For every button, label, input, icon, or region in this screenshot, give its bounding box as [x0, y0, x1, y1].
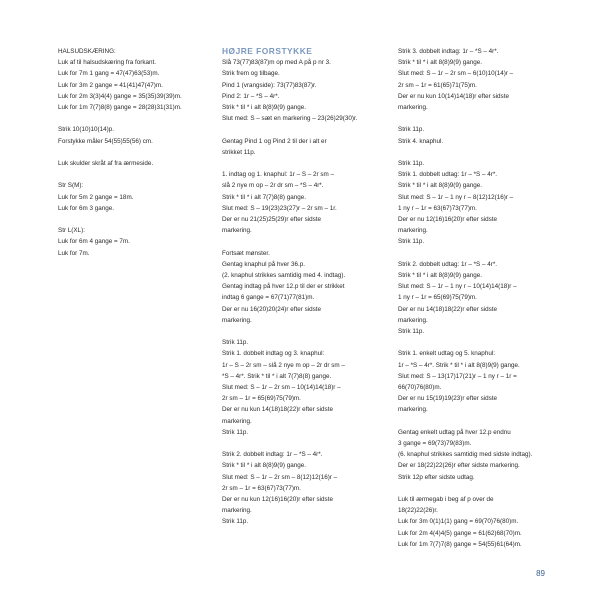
text-line: Strik 1. enkelt udtag og 5. knaphul: [398, 350, 495, 358]
text-line: Slut med: S – 1r – 1 ny r – 10(14)14(18)r – [398, 283, 517, 291]
column-3 [398, 46, 558, 561]
text-line: HALSUDSKÆRING: [58, 48, 116, 55]
text-line: Slut med: S – 1r – 2r sm – 10(14)14(18)r – [222, 384, 341, 392]
text-line: markering. [222, 417, 252, 425]
text-line: Strik 11p. [398, 328, 425, 336]
text-line: 1. indtag og 1. knaphul: 1r – S – 2r sm – [222, 171, 335, 179]
text-line: Der er nu kun 14(18)18(22)r efter sidste [222, 406, 333, 414]
text-line: 1r – *S – 4r*. Strik * til * i alt 8(8)9(9) gange. [398, 361, 520, 369]
text-line: markering. [222, 227, 252, 235]
text-line: markering. [398, 406, 428, 414]
page-number: 89 [536, 569, 545, 578]
instruction-paragraph [58, 225, 208, 259]
text-line: Strik 10(10)10(14)p. [58, 126, 114, 134]
section-heading: HØJRE FORSTYKKE [222, 46, 313, 56]
text-line: Strik 2. dobbelt udtag: 1r – *S – 4r*. [398, 260, 498, 268]
text-line: Strik 11p. [398, 160, 425, 167]
instruction-paragraph [222, 136, 380, 158]
text-line: 1 ny r – 1r = 65(69)75(79)m. [398, 294, 477, 302]
text-line: Strik 4. knaphul. [398, 137, 444, 145]
instruction-paragraph [398, 158, 558, 248]
text-line: Slut med: S – 1r – 1 ny r – 8(12)12(16)r – [398, 193, 514, 201]
text-line: Gentag Pind 1 og Pind 2 til der i alt er [222, 137, 327, 145]
text-line: 18(22)22(26)r. [398, 507, 438, 515]
text-line: Strik * til * i alt 8(8)9(9) gange. [222, 462, 306, 470]
text-line: Slut med: S – sæt en markering – 23(26)29(30)r. [222, 115, 358, 123]
text-line: Luk for 5m 2 gange = 18m. [58, 193, 134, 201]
instruction-paragraph [398, 348, 558, 415]
text-line: Der er nu kun 12(16)16(20)r efter sidste [222, 496, 333, 504]
text-line: markering. [398, 316, 428, 324]
text-line: 3 gange = 69(73)79(83)m. [398, 440, 472, 448]
instruction-paragraph [58, 124, 208, 146]
text-line: markering. [222, 316, 252, 324]
text-line: Strik 11p. [222, 428, 249, 436]
text-line: Strik 2. dobbelt indtag: 1r – *S – 4r*. [222, 451, 323, 459]
text-line: Pind 2: 1r – *S – 4r*. [222, 92, 280, 100]
text-line: markering. [398, 104, 428, 112]
instruction-paragraph [58, 46, 208, 113]
text-line: 1r – S – 2r sm – slå 2 nye m op – 2r dr sm – [222, 361, 345, 369]
text-line: (6. knaphul strikkes samtidig med sidste indtag). [398, 451, 533, 459]
text-line: Str L(XL): [58, 227, 85, 235]
text-line: 2r sm – 1r = 61(65)71(75)m. [398, 81, 477, 89]
text-line: Der er nu 21(25)25(29)r efter sidste [222, 216, 322, 224]
text-line: Gentag knaphul på hver 36.p. [222, 260, 305, 268]
text-line: Luk for 1m 7(7)8(8) gange = 28(28)31(31)m. [58, 104, 182, 112]
text-line: markering. [398, 227, 428, 235]
instruction-paragraph [222, 169, 380, 236]
instruction-paragraph [398, 124, 558, 146]
text-line: Luk skulder skråt af fra ærmeside. [58, 160, 154, 167]
instruction-paragraph [398, 46, 558, 113]
text-line: Strik 11p. [222, 339, 249, 347]
text-line: Gentag indtag på hver 12.p til der er strikket [222, 283, 345, 291]
text-line: Luk for 7m. [58, 249, 90, 257]
text-line: Strik * til * i alt 8(8)9(9) gange. [398, 59, 482, 67]
instruction-paragraph [398, 427, 558, 483]
text-line: Slut med: S – 13(17)17(21)r – 1 ny r – 1r = [398, 372, 517, 380]
instruction-paragraph [398, 494, 558, 550]
text-line: Der er nu 14(18)18(22)r efter sidste [398, 305, 498, 313]
instruction-paragraph [222, 337, 380, 438]
instruction-paragraph [222, 449, 380, 527]
text-line: Str S(M): [58, 182, 84, 190]
text-line: Strik 3. dobbelt indtag: 1r – *S – 4r*. [398, 48, 499, 55]
text-line: indtag 6 gange = 67(71)77(81)m. [222, 294, 315, 302]
instruction-paragraph [222, 248, 380, 326]
text-line: Slut med: S – 1r – 2r sm – 8(12)12(16)r – [222, 473, 338, 481]
text-line: Der er nu 12(16)16(20)r efter sidste [398, 216, 498, 224]
text-line: Luk for 2m 3(3)4(4) gange = 35(35)39(39)m. [58, 92, 182, 100]
text-line: Strik 1. dobbelt indtag og 3. knaphul: [222, 350, 325, 358]
text-line: Luk for 1m 7(7)7(8) gange = 54(55)61(64)m. [398, 540, 522, 548]
text-line: 66(70)76(80)m. [398, 384, 442, 392]
text-line: Pind 1 (vrangside): 73(77)83(87)r. [222, 81, 317, 89]
text-line: Strik * til * i alt 8(8)9(9) gange. [222, 104, 306, 112]
text-line: markering. [222, 507, 252, 515]
text-line: Forstykke måler 54(55)55(56) cm. [58, 137, 153, 145]
text-line: Luk af til halsudskæring fra forkant. [58, 59, 156, 67]
text-line: Strik 11p. [398, 238, 425, 246]
text-line: Strik 1. dobbelt udtag: 1r – *S – 4r*. [398, 171, 498, 179]
text-line: Luk for 3m 2 gange = 41(41)47(47)m. [58, 81, 163, 89]
text-line: Strik frem og tilbage. [222, 70, 280, 78]
text-line: (2. knaphul strikkes samtidig med 4. indtag). [222, 272, 346, 280]
text-line: Slå 73(77)83(87)m op med A på p nr 3. [222, 59, 331, 67]
text-line: Strik 11p. [398, 126, 425, 134]
text-line: 2r sm – 1r = 63(67)73(77)m. [222, 484, 301, 492]
column-2 [222, 46, 380, 539]
text-line: Slut med: S – 19(23)23(27)r – 2r sm – 1r. [222, 204, 337, 212]
text-line: *S – 4r*. Strik * til * i alt 7(7)8(8) gange. [222, 372, 332, 380]
instruction-paragraph [222, 57, 380, 124]
text-line: 2r sm – 1r = 65(69)75(79)m. [222, 395, 301, 403]
instruction-paragraph [398, 259, 558, 337]
column-1 [58, 46, 208, 270]
text-line: Luk for 6m 3 gange. [58, 204, 115, 212]
text-line: Der er 18(22)22(26)r efter sidste markering. [398, 462, 520, 470]
text-line: slå 2 nye m op – 2r dr sm – *S – 4r*. [222, 182, 324, 190]
text-line: Fortsæt mønster. [222, 249, 270, 257]
text-line: Luk for 6m 4 gange = 7m. [58, 238, 130, 246]
text-line: Luk for 3m 0(1)1(1) gang = 69(70)76(80)m. [398, 518, 519, 526]
instruction-paragraph [58, 158, 208, 169]
text-line: Gentag enkelt udtag på hver 12.p endnu [398, 428, 511, 436]
text-line: strikket 11p. [222, 148, 256, 156]
text-line: Luk for 7m 1 gang = 47(47)63(53)m. [58, 70, 160, 78]
text-line: Strik 11p. [222, 518, 249, 526]
text-line: Strik * til * i alt 8(8)9(9) gange. [398, 182, 482, 190]
text-line: Luk til ærmegab i beg af p over de [398, 496, 494, 504]
text-line: Der er nu 15(19)19(23)r efter sidste [398, 395, 498, 403]
text-line: Strik 12p efter sidste udtag. [398, 473, 475, 481]
text-line: Slut med: S – 1r – 2r sm – 6(10)10(14)r – [398, 70, 514, 78]
text-line: Strik * til * i alt 8(8)9(9) gange. [398, 272, 482, 280]
instruction-paragraph [58, 180, 208, 214]
text-line: 1 ny r – 1r = 63(67)73(77)m. [398, 204, 477, 212]
text-line: Der er nu 16(20)20(24)r efter sidste [222, 305, 322, 313]
text-line: Der er nu kun 10(14)14(18)r efter sidste [398, 92, 509, 100]
text-line: Luk for 2m 4(4)4(5) gange = 61(62)68(70)m. [398, 529, 522, 537]
text-line: Strik * til * i alt 7(7)8(8) gange. [222, 193, 306, 201]
